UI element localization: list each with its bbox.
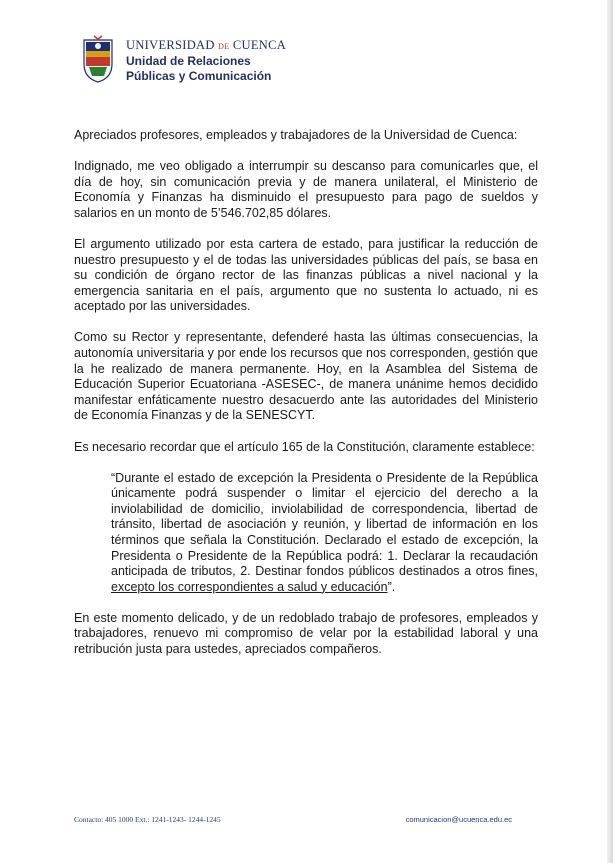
paragraph-2: El argumento utilizado por esta cartera de estado, para justificar la reducción de nuestro presupuesto y el de todas las universidades públicas del país, se basa en su condición de órgano rector de las finanzas públicas a nivel nacional y la emergencia sanitaria en el país, argumento que no sustenta lo actuado, ni es aceptado por las universidades. (74, 236, 538, 314)
letter-body (74, 128, 538, 673)
university-crest-icon (80, 34, 116, 84)
unit-name-line2: Públicas y Comunicación (126, 69, 272, 83)
paragraph-3: Como su Rector y representante, defenderé hasta las últimas consecuencias, la autonomía universitaria y por ende los recursos que nos corresponden, gestión que la he realizado de manera permanente. Hoy, en la Asamblea del Sistema de Educación Superior Ecuatoriana -ASESEC-, de manera unánime hemos decidido manifestar enfáticamente nuestro desacuerdo ante las autoridades del Ministerio de Economía Finanzas y de la SENESCYT. (74, 330, 538, 423)
institution-name-suffix: CUENCA (232, 38, 287, 52)
page-edge-shadow (607, 0, 613, 863)
quote-end: ”. (387, 579, 396, 594)
institution-name (126, 38, 286, 53)
quote-underlined-text: excepto los correspondientes a salud y educación (111, 579, 388, 594)
paragraph-5: En este momento delicado, y de un redoblado trabajo de profesores, empleados y trabajadores, renuevo mi compromiso de velar por la estabilidad laboral y una retribución justa para ustedes, apreciados compañeros. (74, 610, 538, 657)
salutation: Apreciados profesores, empleados y trabajadores de la Universidad de Cuenca: (74, 128, 518, 142)
institution-name-prefix: UNIVERSIDAD (126, 38, 215, 52)
unit-name-line1: Unidad de Relaciones (126, 54, 251, 68)
footer-contact: Contacto: 405 1000 Ext.: 1241-1243- 1244-1245 (74, 815, 221, 824)
letterhead (80, 34, 340, 88)
paragraph-1: Indignado, me veo obligado a interrumpir su descanso para comunicarles que, el día de hoy, sin comunicación previa y de manera unilateral, el Ministerio de Economía y Finanzas ha disminuido el presupuesto para pago de sueldos y salarios en un monto de 5’546.702,85 dólares. (74, 159, 538, 220)
constitution-quote (111, 471, 538, 596)
quote-text: “Durante el estado de excepción la Presidenta o Presidente de la República únicamente podrá suspender o limitar el ejercicio del derecho a la inviolabilidad de domicilio, inviolabilidad de correspondencia, libertad de tránsito, libertad de asociación y reunión, y libertad de información en los términos que señala la Constitución. Declarado el estado de excepción, la Presidenta o Presidente de la República podrá: 1. Declarar la recaudación anticipada de tributos, 2. Destinar fondos públicos destinados a otros fines, (111, 470, 538, 579)
institution-name-de: DE (218, 42, 230, 51)
footer-email: comunicacion@ucuenca.edu.ec (405, 815, 512, 824)
paragraph-4: Es necesario recordar que el artículo 165 de la Constitución, claramente establece: (74, 439, 535, 454)
